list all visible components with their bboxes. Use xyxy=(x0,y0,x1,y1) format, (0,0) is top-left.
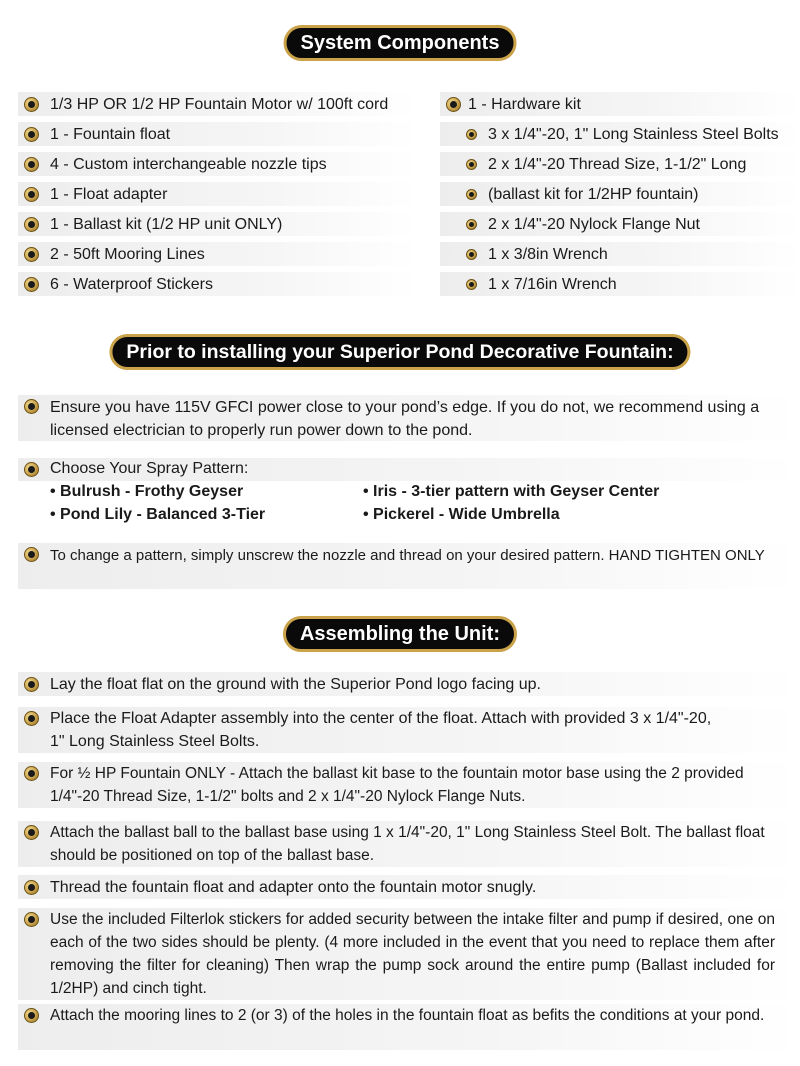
hardware-item: 2 x 1/4"-20 Thread Size, 1-1/2" Long xyxy=(488,156,747,173)
component-item: 6 - Waterproof Stickers xyxy=(50,276,214,293)
hardware-item: 1 x 7/16in Wrench xyxy=(488,276,617,293)
bullet-icon xyxy=(24,187,39,202)
hardware-item: 1 x 3/8in Wrench xyxy=(488,246,608,263)
bullet-icon xyxy=(466,279,477,290)
assembly-step: Use the included Filterlok stickers for added security between the intake filter and pump if desired, one on each of the two sides should be plenty. (4 more included in the event that you need to replace them after removing the filter for cleaning) Then wrap the pump sock around the entire pump (Ballast included for 1/2HP) and cinch tight. xyxy=(50,911,775,997)
bullet-icon xyxy=(24,217,39,232)
hardware-item: 2 x 1/4"-20 Nylock Flange Nut xyxy=(488,216,700,233)
bullet-icon xyxy=(24,247,39,262)
bullet-icon xyxy=(466,219,477,230)
spray-pattern: • Iris - 3-tier pattern with Geyser Center xyxy=(363,483,660,500)
component-item: 1 - Ballast kit (1/2 HP unit ONLY) xyxy=(50,216,283,233)
bullet-icon xyxy=(466,189,477,200)
bullet-icon xyxy=(24,711,39,726)
assembly-step: Attach the ballast ball to the ballast base using 1 x 1/4"-20, 1" Long Stainless Steel Bolt. The ballast float should be positioned on top of the ballast base. xyxy=(50,824,765,864)
component-item: 1/3 HP OR 1/2 HP Fountain Motor w/ 100ft cord xyxy=(50,96,389,113)
bullet-icon xyxy=(446,97,461,112)
hardware-kit-title: 1 - Hardware kit xyxy=(468,96,581,113)
bullet-icon xyxy=(24,547,39,562)
component-item: 1 - Fountain float xyxy=(50,126,171,143)
bullet-icon xyxy=(466,249,477,260)
component-item: 4 - Custom interchangeable nozzle tips xyxy=(50,156,327,173)
bullet-icon xyxy=(24,825,39,840)
hardware-item: 3 x 1/4"-20, 1" Long Stainless Steel Bolts xyxy=(488,126,779,143)
spray-pattern: • Pond Lily - Balanced 3-Tier xyxy=(50,506,266,523)
assembly-step: For ½ HP Fountain ONLY - Attach the ballast kit base to the fountain motor base using the 2 provided 1/4"-20 Thread Size, 1-1/2" bolts and 2 x 1/4"-20 Nylock Flange Nuts. xyxy=(50,765,744,805)
hardware-item: (ballast kit for 1/2HP fountain) xyxy=(488,186,699,203)
prior-item-power: Ensure you have 115V GFCI power close to your pond’s edge. If you do not, we recommend using a licensed electrician to properly run power down to the pond. xyxy=(50,399,760,439)
assembly-step: Attach the mooring lines to 2 (or 3) of the holes in the fountain float as befits the conditions at your pond. xyxy=(50,1007,765,1024)
bullet-icon xyxy=(466,129,477,140)
bullet-icon xyxy=(24,127,39,142)
section-title-assembling: Assembling the Unit: xyxy=(283,616,517,652)
bullet-icon xyxy=(24,157,39,172)
component-item: 1 - Float adapter xyxy=(50,186,168,203)
bullet-icon xyxy=(24,399,39,414)
section-title-prior: Prior to installing your Superior Pond Decorative Fountain: xyxy=(109,334,690,370)
bullet-icon xyxy=(24,462,39,477)
bullet-icon xyxy=(24,277,39,292)
assembly-step: Thread the fountain float and adapter onto the fountain motor snugly. xyxy=(50,879,537,896)
bullet-icon xyxy=(466,159,477,170)
section-title-components: System Components xyxy=(284,25,517,61)
bullet-icon xyxy=(24,880,39,895)
component-item: 2 - 50ft Mooring Lines xyxy=(50,246,205,263)
spray-pattern: • Pickerel - Wide Umbrella xyxy=(363,506,560,523)
bullet-icon xyxy=(24,677,39,692)
bullet-icon xyxy=(24,1008,39,1023)
prior-item-spray: Choose Your Spray Pattern: xyxy=(50,460,249,477)
bullet-icon xyxy=(24,766,39,781)
assembly-step: Place the Float Adapter assembly into the center of the float. Attach with provided 3 x 1/4"-20, 1" Long Stainless Steel Bolts. xyxy=(50,710,712,750)
bullet-icon xyxy=(24,912,39,927)
assembly-step: Lay the float flat on the ground with the Superior Pond logo facing up. xyxy=(50,676,541,693)
bullet-icon xyxy=(24,97,39,112)
prior-item-change-pattern: To change a pattern, simply unscrew the nozzle and thread on your desired pattern. HAND TIGHTEN ONLY xyxy=(50,547,765,564)
spray-pattern: • Bulrush - Frothy Geyser xyxy=(50,483,244,500)
